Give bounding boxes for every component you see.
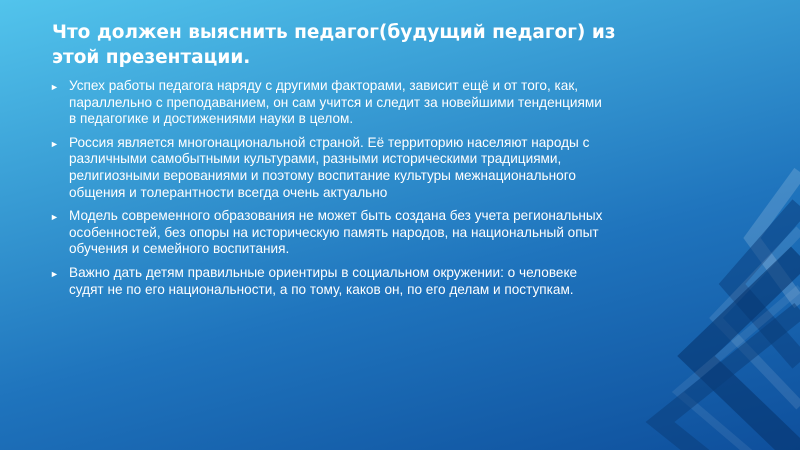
triangle-bullet-icon: ► [50, 212, 59, 223]
list-item [50, 265, 610, 298]
list-item [50, 208, 610, 258]
bullet-list [50, 78, 610, 305]
slide-title: Что должен выяснить педагог(будущий педагог) из этой презентации. [52, 22, 616, 68]
triangle-bullet-icon: ► [50, 82, 59, 92]
list-item [50, 78, 610, 128]
bullet-text: Успех работы педагога наряду с другими факторами, зависит ещё и от того, как, параллельно с преподаванием, он сам учится и следит за новейшими тенденциями в педагогике и достижениями науки в целом. [69, 78, 602, 127]
bullet-text: Важно дать детям правильные ориентиры в социальном окружении: о человеке судят не по его национальности, а по тому, каков он, по его делам и поступкам. [69, 264, 578, 297]
decorative-chevron-stripes [600, 160, 800, 450]
bullet-text: Модель современного образования не может быть создана без учета региональных особенностей, без опоры на историческую память народов, на национальный опыт обучения и семейного воспитания. [69, 208, 603, 257]
triangle-bullet-icon: ► [50, 268, 59, 279]
triangle-bullet-icon: ► [50, 138, 59, 149]
list-item [50, 135, 610, 201]
bullet-text: Россия является многонациональной страной. Её территорию населяют народы с различными самобытными культурами, разными историческими традициями, религиозными верованиями и поэтому воспитание культуры межнационального общения и толерантности всегда очень актуально [69, 134, 590, 200]
